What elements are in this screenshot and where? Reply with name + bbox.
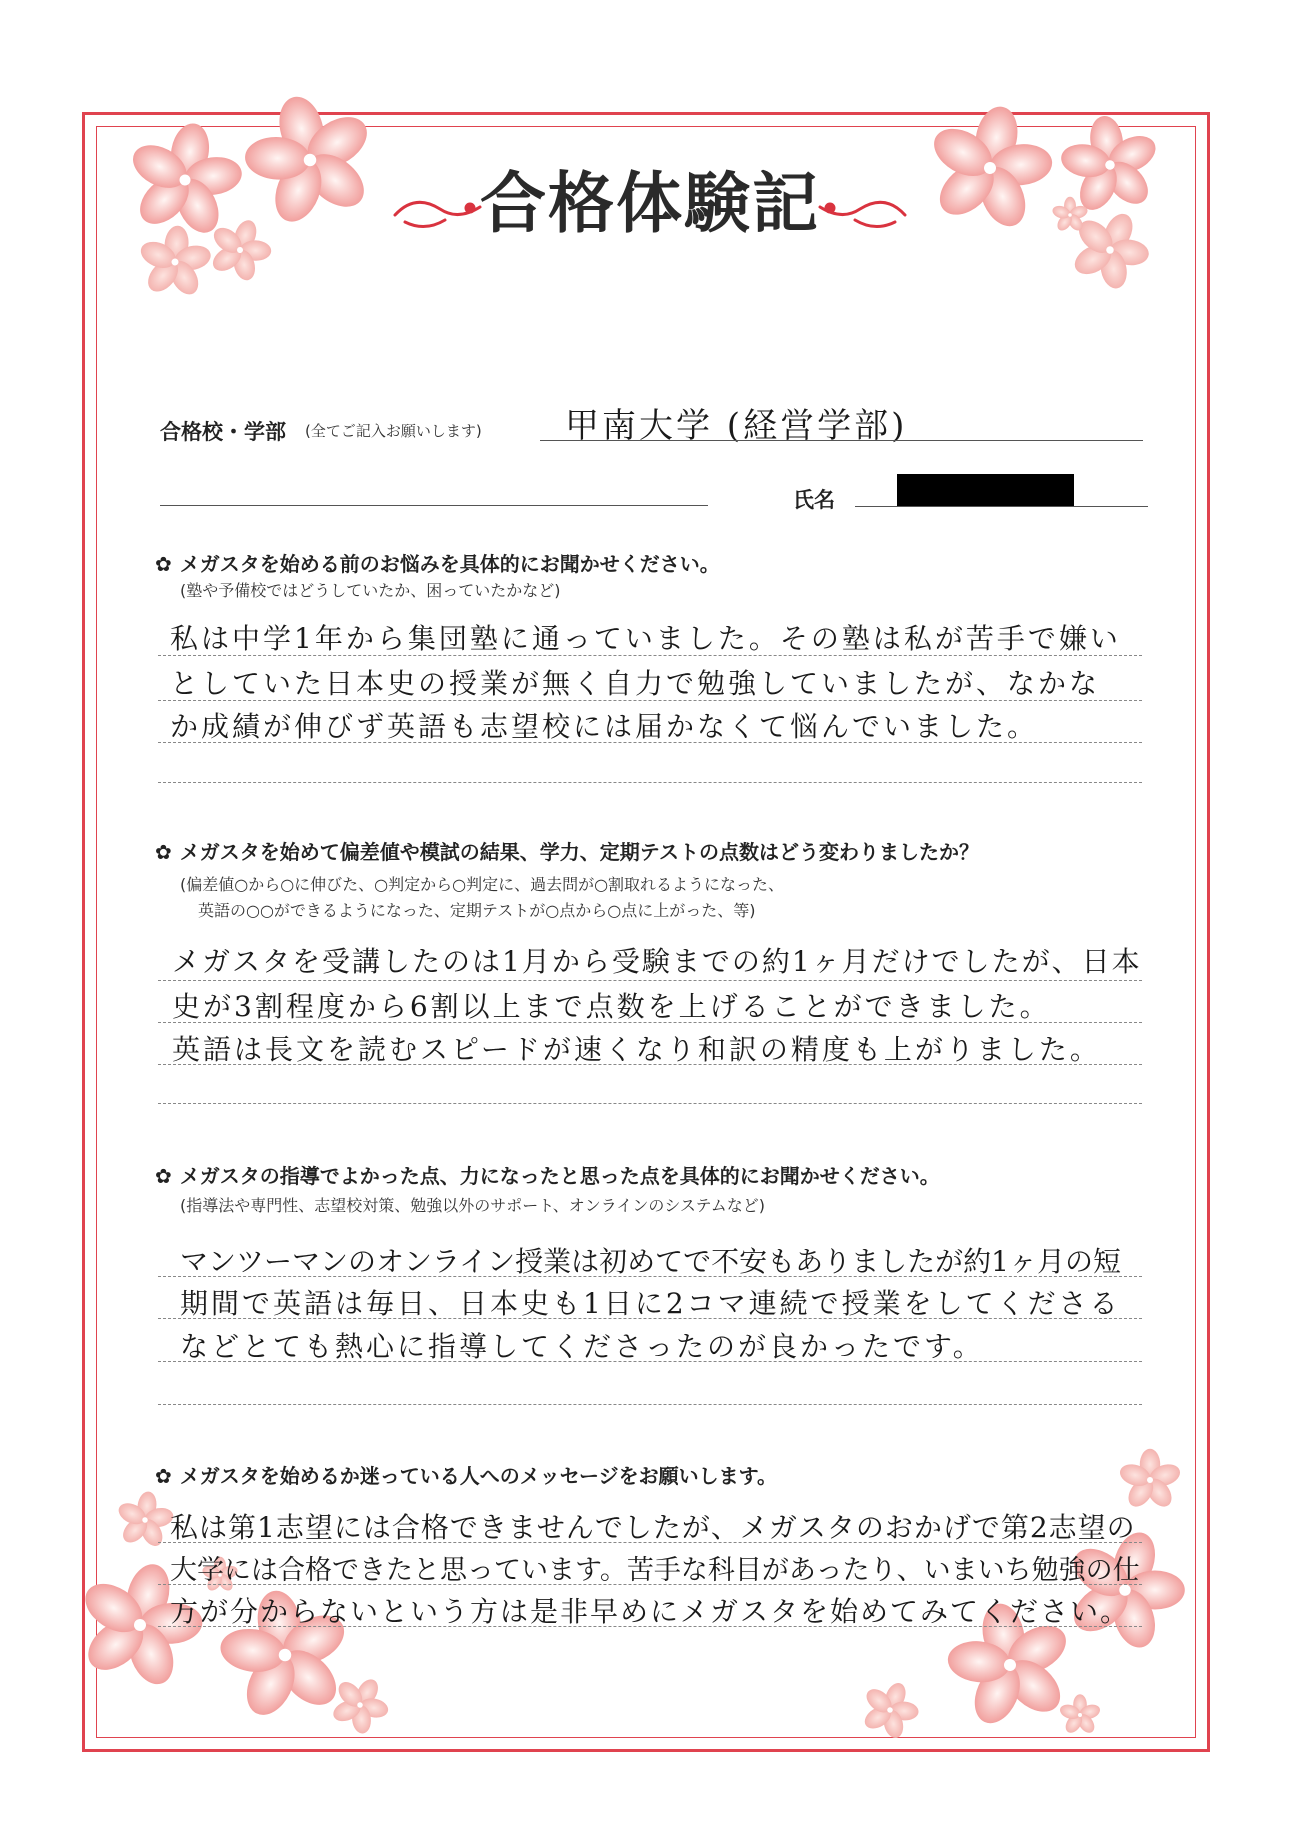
name-label: 氏名 [793,488,835,512]
section-4-answer-line: 大学には合格できたと思っています。苦手な科目があったり、いまいち勉強の仕 [170,1555,1140,1586]
section-3-answer-line: マンツーマンのオンライン授業は初めてで不安もありましたが約1ヶ月の短 [180,1245,1121,1278]
section-1-answer-line: としていた日本史の授業が無く自力で勉強していましたが、なかな [170,667,1101,700]
school-label: 合格校・学部 [160,420,286,444]
ruled-line [158,655,1142,656]
ruled-line [158,782,1142,783]
ruled-line [158,980,1142,981]
ruled-line [158,1404,1142,1405]
section-4-answer-line: 私は第1志望には合格できませんでしたが、メガスタのおかげで第2志望の [170,1511,1136,1544]
ruled-line [158,1022,1142,1023]
section-2-answer-line: メガスタを受講したのは1月から受験までの約1ヶ月だけでしたが、日本 [172,945,1142,978]
section-1-answer-line: か成績が伸びず英語も志望校には届かなくて悩んでいました。 [170,710,1039,743]
sakura-flower-icon [851,1672,928,1748]
page-title: 合格体験記 [480,164,820,242]
section-3-answer-line: 期間で英語は毎日、日本史も1日に2コマ連続で授業をしてくださる [180,1287,1121,1320]
name-redaction [897,474,1074,506]
ruled-line [158,1103,1142,1104]
section-3-answer-line: などとても熱心に指導してくださったのが良かったです。 [180,1330,984,1363]
section-2-hint: 英語の○○ができるようになった、定期テストが○点から○点に上がった、等) [198,901,756,920]
ruled-line [158,1064,1142,1065]
sakura-flower-icon [1117,1449,1183,1511]
section-3-question: ✿ メガスタの指導でよかった点、力になったと思った点を具体的にお聞かせください。 [155,1164,940,1188]
section-1-question: ✿ メガスタを始める前のお悩みを具体的にお聞かせください。 [155,552,720,576]
ruled-line [158,1276,1142,1277]
sakura-bullet-icon: ✿ [155,840,172,864]
school-value: 甲南大学 (経営学部) [565,406,908,446]
ruled-line [158,742,1142,743]
school-line [540,440,1143,441]
blank-line [160,505,708,506]
section-4-answer-line: 方が分からないという方は是非早めにメガスタを始めてみてください。 [170,1595,1131,1628]
ruled-line [158,1361,1142,1362]
ruled-line [158,1584,1142,1585]
sakura-bullet-icon: ✿ [155,1464,172,1488]
section-2-question: ✿ メガスタを始めて偏差値や模試の結果、学力、定期テストの点数はどう変わりましたか？ [155,840,979,864]
section-2-hint: (偏差値○から○に伸びた、○判定から○判定に、過去問が○割取れるようになった、 [180,875,785,894]
section-2-answer-line: 英語は長文を読むスピードが速くなり和訳の精度も上がりました。 [172,1033,1101,1066]
name-line [855,506,1148,507]
section-4-question: ✿ メガスタを始めるか迷っている人へのメッセージをお願いします。 [155,1464,777,1488]
ruled-line [158,1626,1142,1627]
school-note: (全てご記入お願いします) [305,422,482,440]
ruled-line [158,700,1142,701]
section-3-hint: (指導法や専門性、志望校対策、勉強以外のサポート、オンラインのシステムなど) [180,1196,765,1215]
sakura-bullet-icon: ✿ [155,1164,172,1188]
section-2-answer-line: 史が3割程度から6割以上まで点数を上げることができました。 [172,990,1051,1023]
ruled-line [158,1318,1142,1319]
sakura-bullet-icon: ✿ [155,552,172,576]
section-1-answer-line: 私は中学1年から集団塾に通っていました。その塾は私が苦手で嫌い [170,622,1121,655]
sakura-flower-icon [1058,1694,1102,1736]
section-1-hint: (塾や予備校ではどうしていたか、困っていたかなど) [180,581,561,600]
ruled-line [158,1542,1142,1543]
